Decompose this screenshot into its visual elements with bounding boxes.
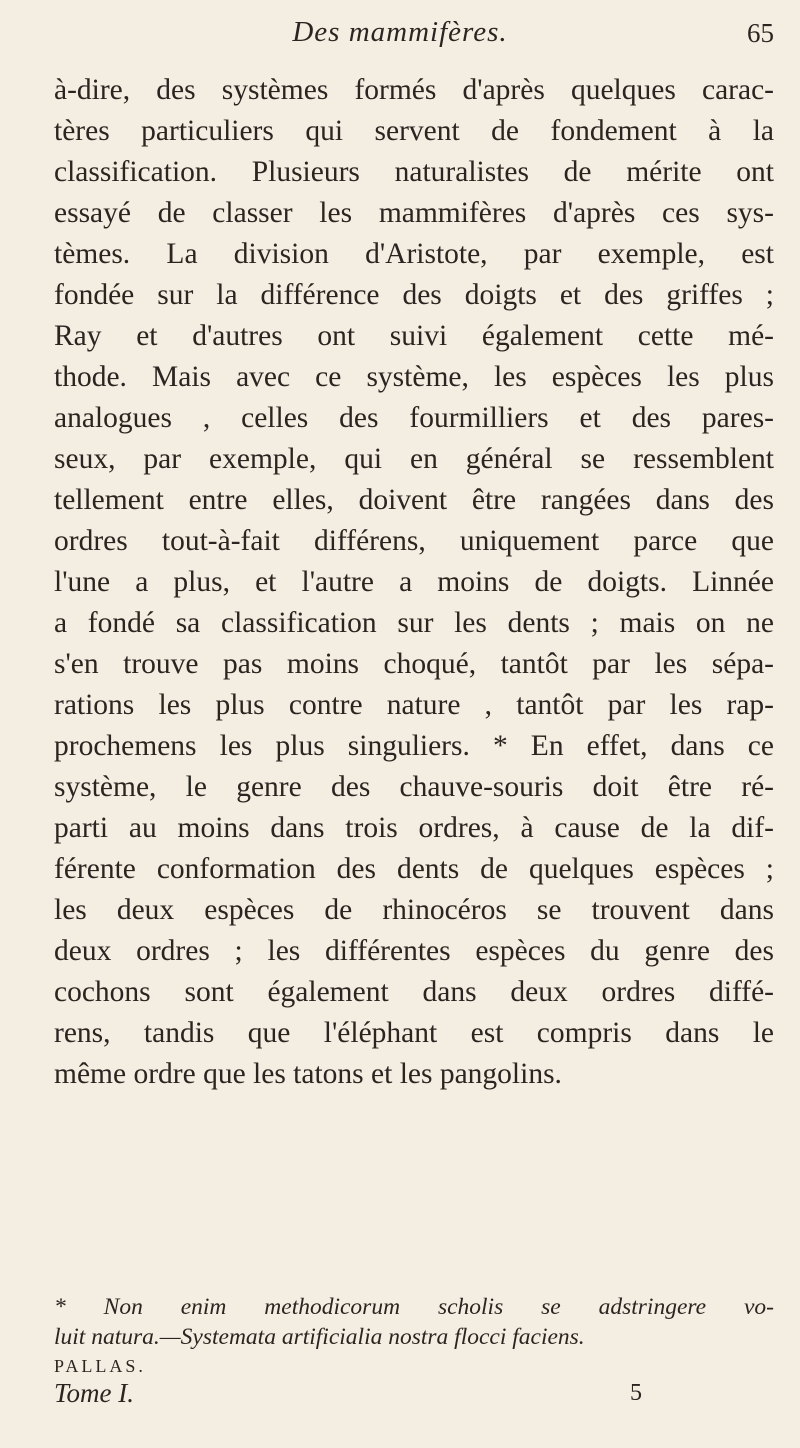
text-line: analogues , celles des fourmilliers et des pares- xyxy=(54,402,774,434)
text-line: rens, tandis que l'éléphant est compris dans le xyxy=(54,1017,774,1049)
footnote-line: luit natura.—Systemata artificialia nostra flocci faciens. xyxy=(54,1324,585,1350)
text-line: ordres tout-à-fait différens, uniquement parce que xyxy=(54,525,774,557)
sheet-signature: 5 xyxy=(630,1380,642,1406)
text-line: a fondé sa classification sur les dents ; mais on ne xyxy=(54,607,774,639)
signature-line xyxy=(54,1378,774,1418)
text-line: fondée sur la différence des doigts et des griffes ; xyxy=(54,279,774,311)
text-line: Ray et d'autres ont suivi également cette mé- xyxy=(54,320,774,352)
running-title: Des mammifères. xyxy=(292,16,508,48)
page-number: 65 xyxy=(747,18,774,48)
text-line: tères particuliers qui servent de fondement à la xyxy=(54,115,774,147)
text-line: férente conformation des dents de quelques espèces ; xyxy=(54,853,774,885)
footnote-line: * Non enim methodicorum scholis se adstringere vo- xyxy=(54,1294,774,1320)
text-line: prochemens les plus singuliers. * En effet, dans ce xyxy=(54,730,774,762)
text-line: à-dire, des systèmes formés d'après quelques carac- xyxy=(54,74,774,106)
text-line: parti au moins dans trois ordres, à cause de la dif- xyxy=(54,812,774,844)
text-line: système, le genre des chauve-souris doit être ré- xyxy=(54,771,774,803)
text-line: l'une a plus, et l'autre a moins de doigts. Linnée xyxy=(54,566,774,598)
text-line: tèmes. La division d'Aristote, par exemple, est xyxy=(54,238,774,270)
footnote xyxy=(54,1292,774,1380)
volume-mark: Tome I. xyxy=(54,1378,135,1408)
running-head xyxy=(0,16,800,56)
text-line: les deux espèces de rhinocéros se trouvent dans xyxy=(54,894,774,926)
text-line: classification. Plusieurs naturalistes de mérite ont xyxy=(54,156,774,188)
text-line: même ordre que les tatons et les pangolins. xyxy=(54,1058,562,1090)
text-line: rations les plus contre nature , tantôt par les rap- xyxy=(54,689,774,721)
footnote-author: PALLAS. xyxy=(54,1356,146,1376)
text-line: thode. Mais avec ce système, les espèces les plus xyxy=(54,361,774,393)
text-line: deux ordres ; les différentes espèces du genre des xyxy=(54,935,774,967)
text-line: tellement entre elles, doivent être rangées dans des xyxy=(54,484,774,516)
body-text xyxy=(54,70,774,1095)
text-line: s'en trouve pas moins choqué, tantôt par les sépa- xyxy=(54,648,774,680)
text-line: seux, par exemple, qui en général se ressemblent xyxy=(54,443,774,475)
text-line: essayé de classer les mammifères d'après ces sys- xyxy=(54,197,774,229)
text-line: cochons sont également dans deux ordres diffé- xyxy=(54,976,774,1008)
